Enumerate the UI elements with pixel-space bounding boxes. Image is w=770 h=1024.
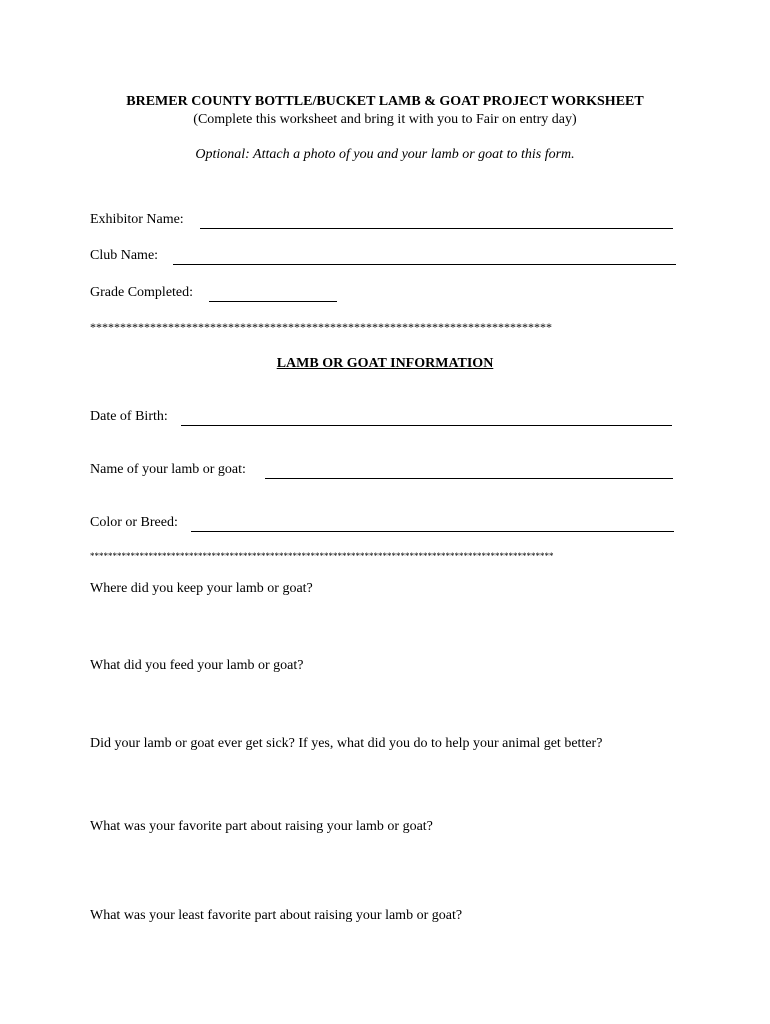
worksheet-title: BREMER COUNTY BOTTLE/BUCKET LAMB & GOAT PROJECT WORKSHEET <box>126 94 644 109</box>
grade-completed-label: Grade Completed: <box>90 285 194 300</box>
color-breed-label: Color or Breed: <box>90 515 178 530</box>
question-where-kept: Where did you keep your lamb or goat? <box>90 581 313 596</box>
question-least-favorite-part: What was your least favorite part about raising your lamb or goat? <box>90 908 463 923</box>
exhibitor-name-label: Exhibitor Name: <box>90 212 184 227</box>
animal-name-label: Name of your lamb or goat: <box>90 462 246 477</box>
date-of-birth-field[interactable] <box>181 425 672 426</box>
grade-completed-field[interactable] <box>209 301 337 302</box>
club-name-label: Club Name: <box>90 248 159 263</box>
question-what-fed: What did you feed your lamb or goat? <box>90 658 304 673</box>
separator-stars: ***************************************************************************** <box>90 320 552 334</box>
animal-name-field[interactable] <box>265 478 673 479</box>
separator-stars-small: ******************************************************************************************************* <box>90 551 554 561</box>
exhibitor-name-field[interactable] <box>200 228 673 229</box>
worksheet-subtitle: (Complete this worksheet and bring it with you to Fair on entry day) <box>193 112 577 127</box>
club-name-field[interactable] <box>173 264 676 265</box>
color-breed-field[interactable] <box>191 531 674 532</box>
question-favorite-part: What was your favorite part about raising your lamb or goat? <box>90 819 433 834</box>
optional-photo-note: Optional: Attach a photo of you and your lamb or goat to this form. <box>195 147 575 162</box>
section-heading: LAMB OR GOAT INFORMATION <box>276 356 494 371</box>
date-of-birth-label: Date of Birth: <box>90 409 168 424</box>
question-got-sick: Did your lamb or goat ever get sick? If yes, what did you do to help your animal get better? <box>90 736 603 751</box>
